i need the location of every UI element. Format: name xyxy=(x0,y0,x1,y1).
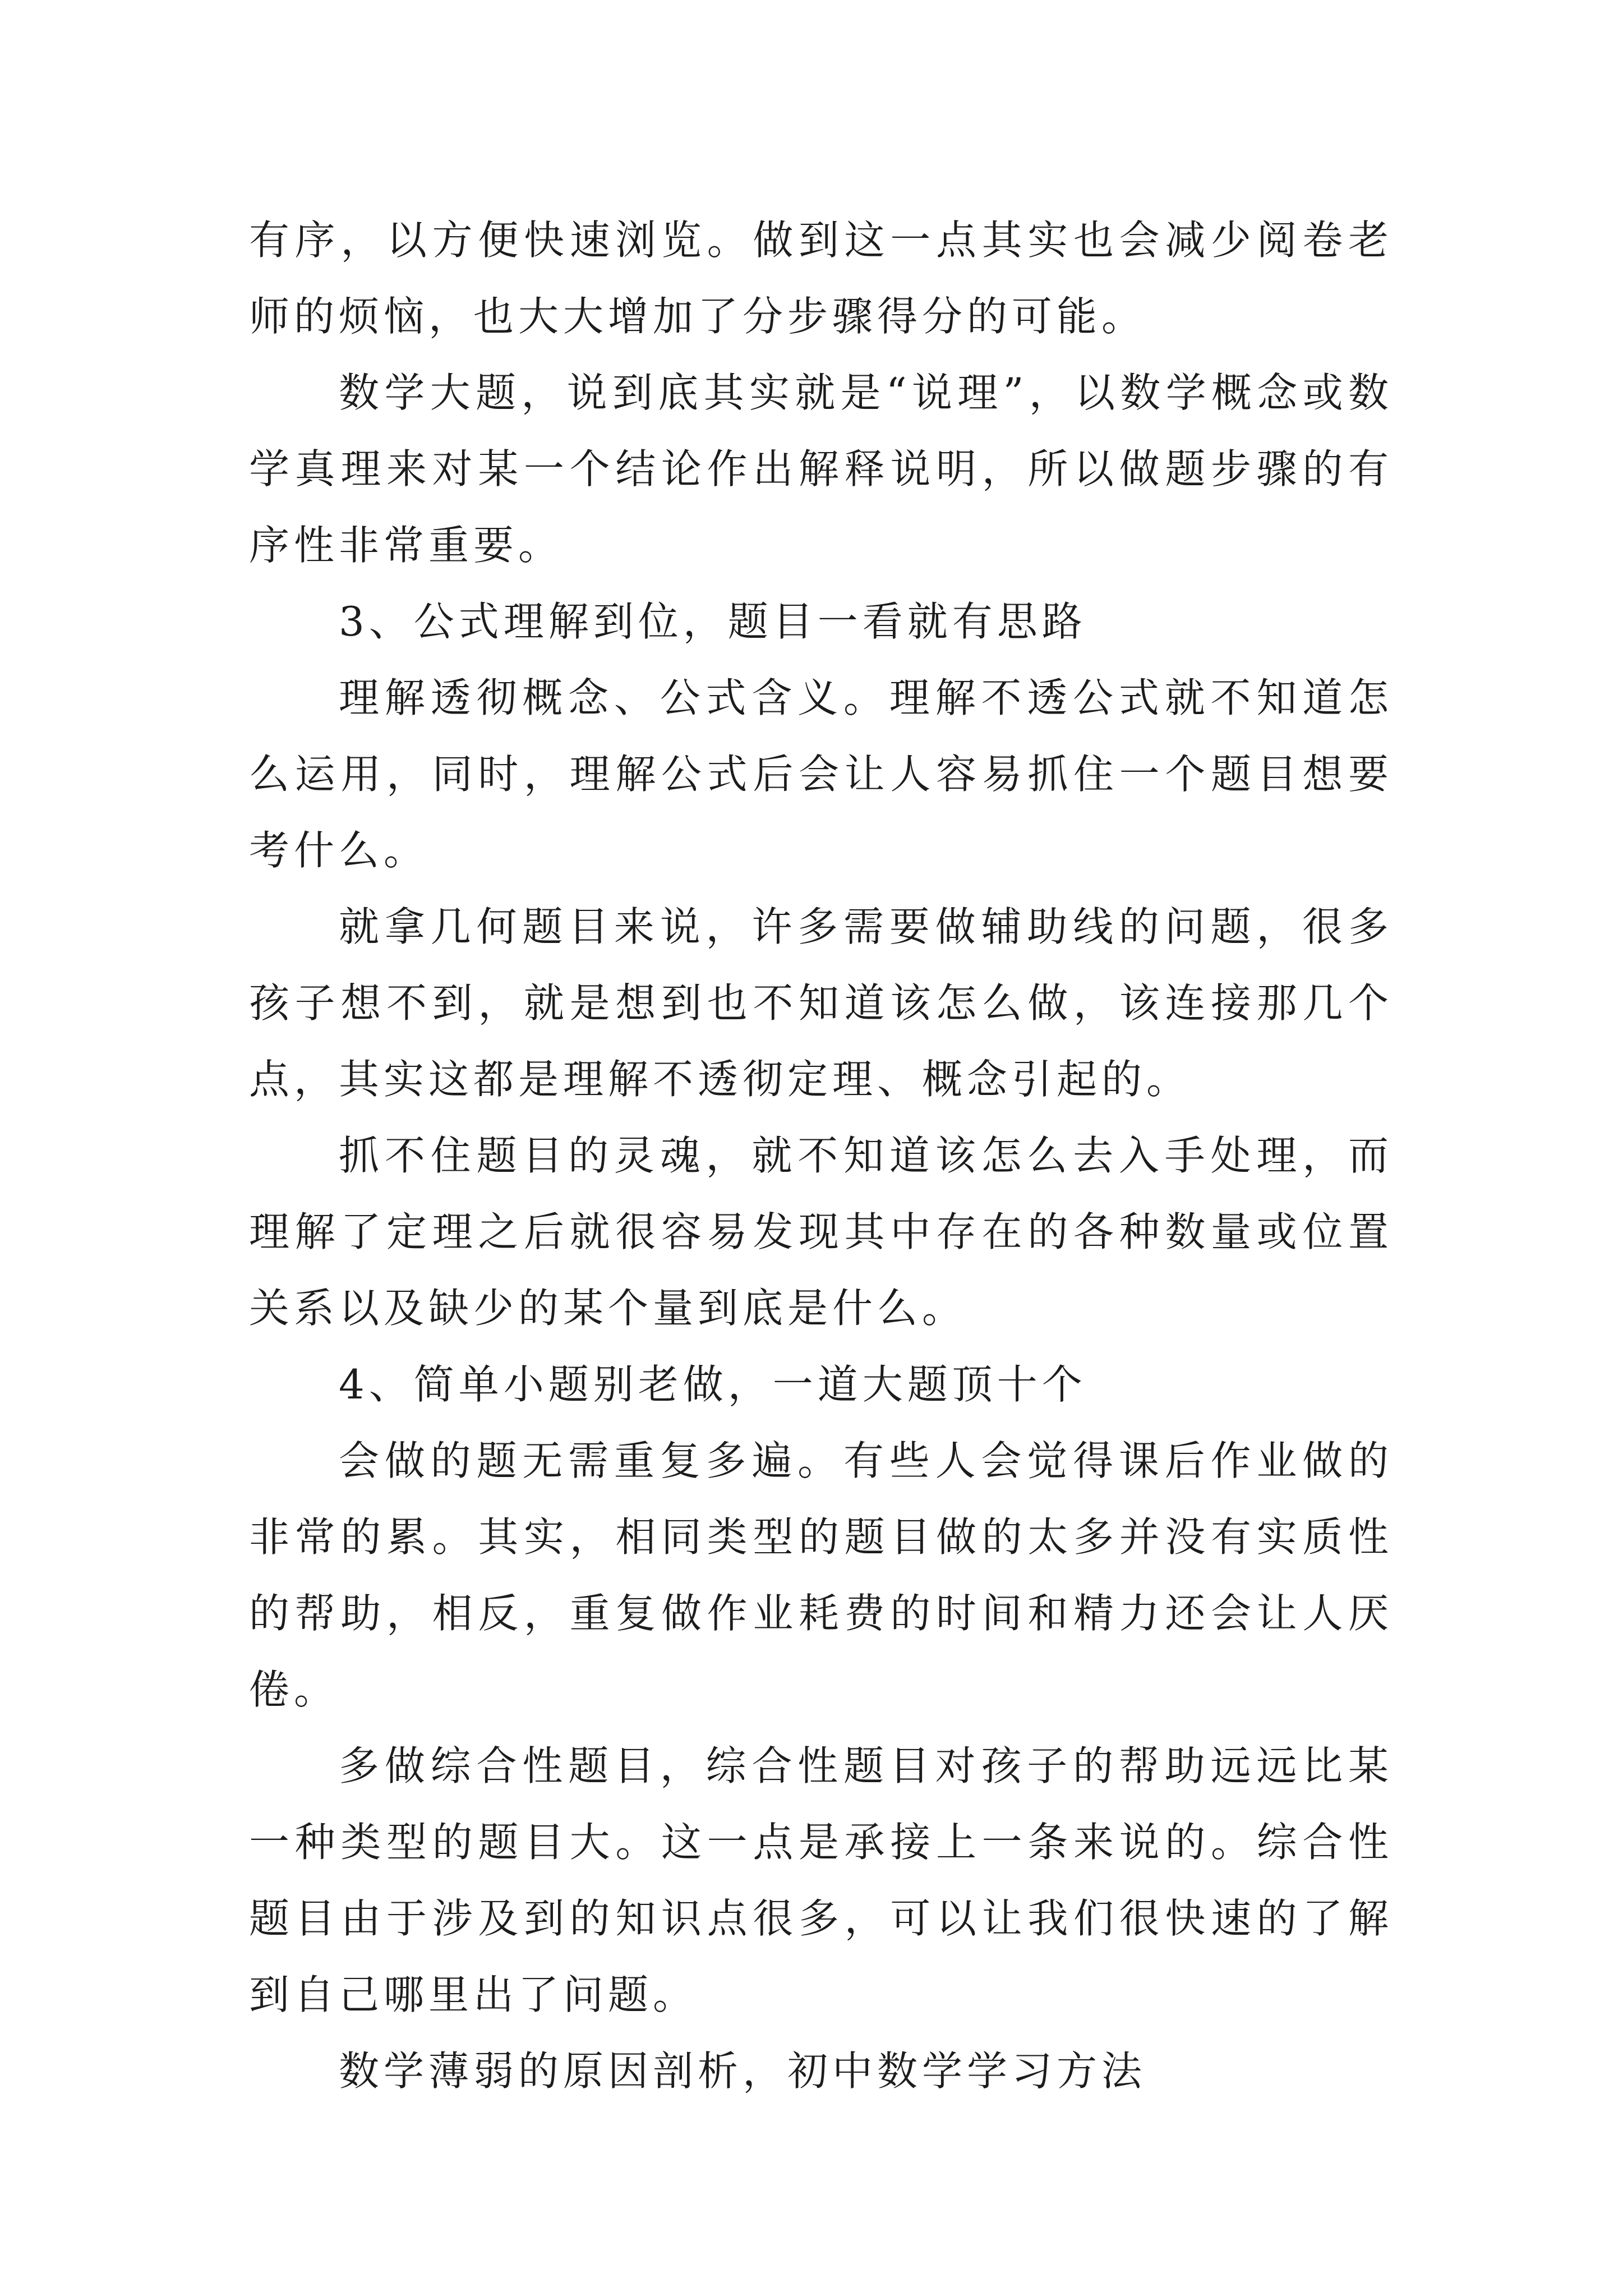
paragraph: 有序，以方便快速浏览。做到这一点其实也会减少阅卷老师的烦恼，也大大增加了分步骤得分的可能。 xyxy=(249,217,1393,340)
paragraph: 抓不住题目的灵魂，就不知道该怎么去入手处理，而理解了定理之后就很容易发现其中存在的各种数量或位置关系以及缺少的某个量到底是什么。 xyxy=(249,1132,1393,1332)
paragraph: 会做的题无需重复多遍。有些人会觉得课后作业做的非常的累。其实，相同类型的题目做的太多并没有实质性的帮助，相反，重复做作业耗费的时间和精力还会让人厌倦。 xyxy=(249,1437,1393,1713)
paragraph: 理解透彻概念、公式含义。理解不透公式就不知道怎么运用，同时，理解公式后会让人容易抓住一个题目想要考什么。 xyxy=(249,674,1393,874)
paragraph: 多做综合性题目，综合性题目对孩子的帮助远远比某一种类型的题目大。这一点是承接上一条来说的。综合性题目由于涉及到的知识点很多，可以让我们很快速的了解到自己哪里出了问题。 xyxy=(249,1742,1393,2018)
section-heading: 3、公式理解到位，题目一看就有思路 xyxy=(339,598,1087,645)
paragraph: 就拿几何题目来说，许多需要做辅助线的问题，很多孩子想不到，就是想到也不知道该怎么做，该连接那几个点，其实这都是理解不透彻定理、概念引起的。 xyxy=(249,903,1393,1103)
section-heading: 数学薄弱的原因剖析，初中数学学习方法 xyxy=(339,2047,1147,2095)
section-heading: 4、简单小题别老做，一道大题顶十个 xyxy=(339,1361,1087,1408)
paragraph: 数学大题，说到底其实就是“说理”，以数学概念或数学真理来对某一个结论作出解释说明，所以做题步骤的有序性非常重要。 xyxy=(249,369,1393,569)
document-body xyxy=(249,202,1393,2109)
